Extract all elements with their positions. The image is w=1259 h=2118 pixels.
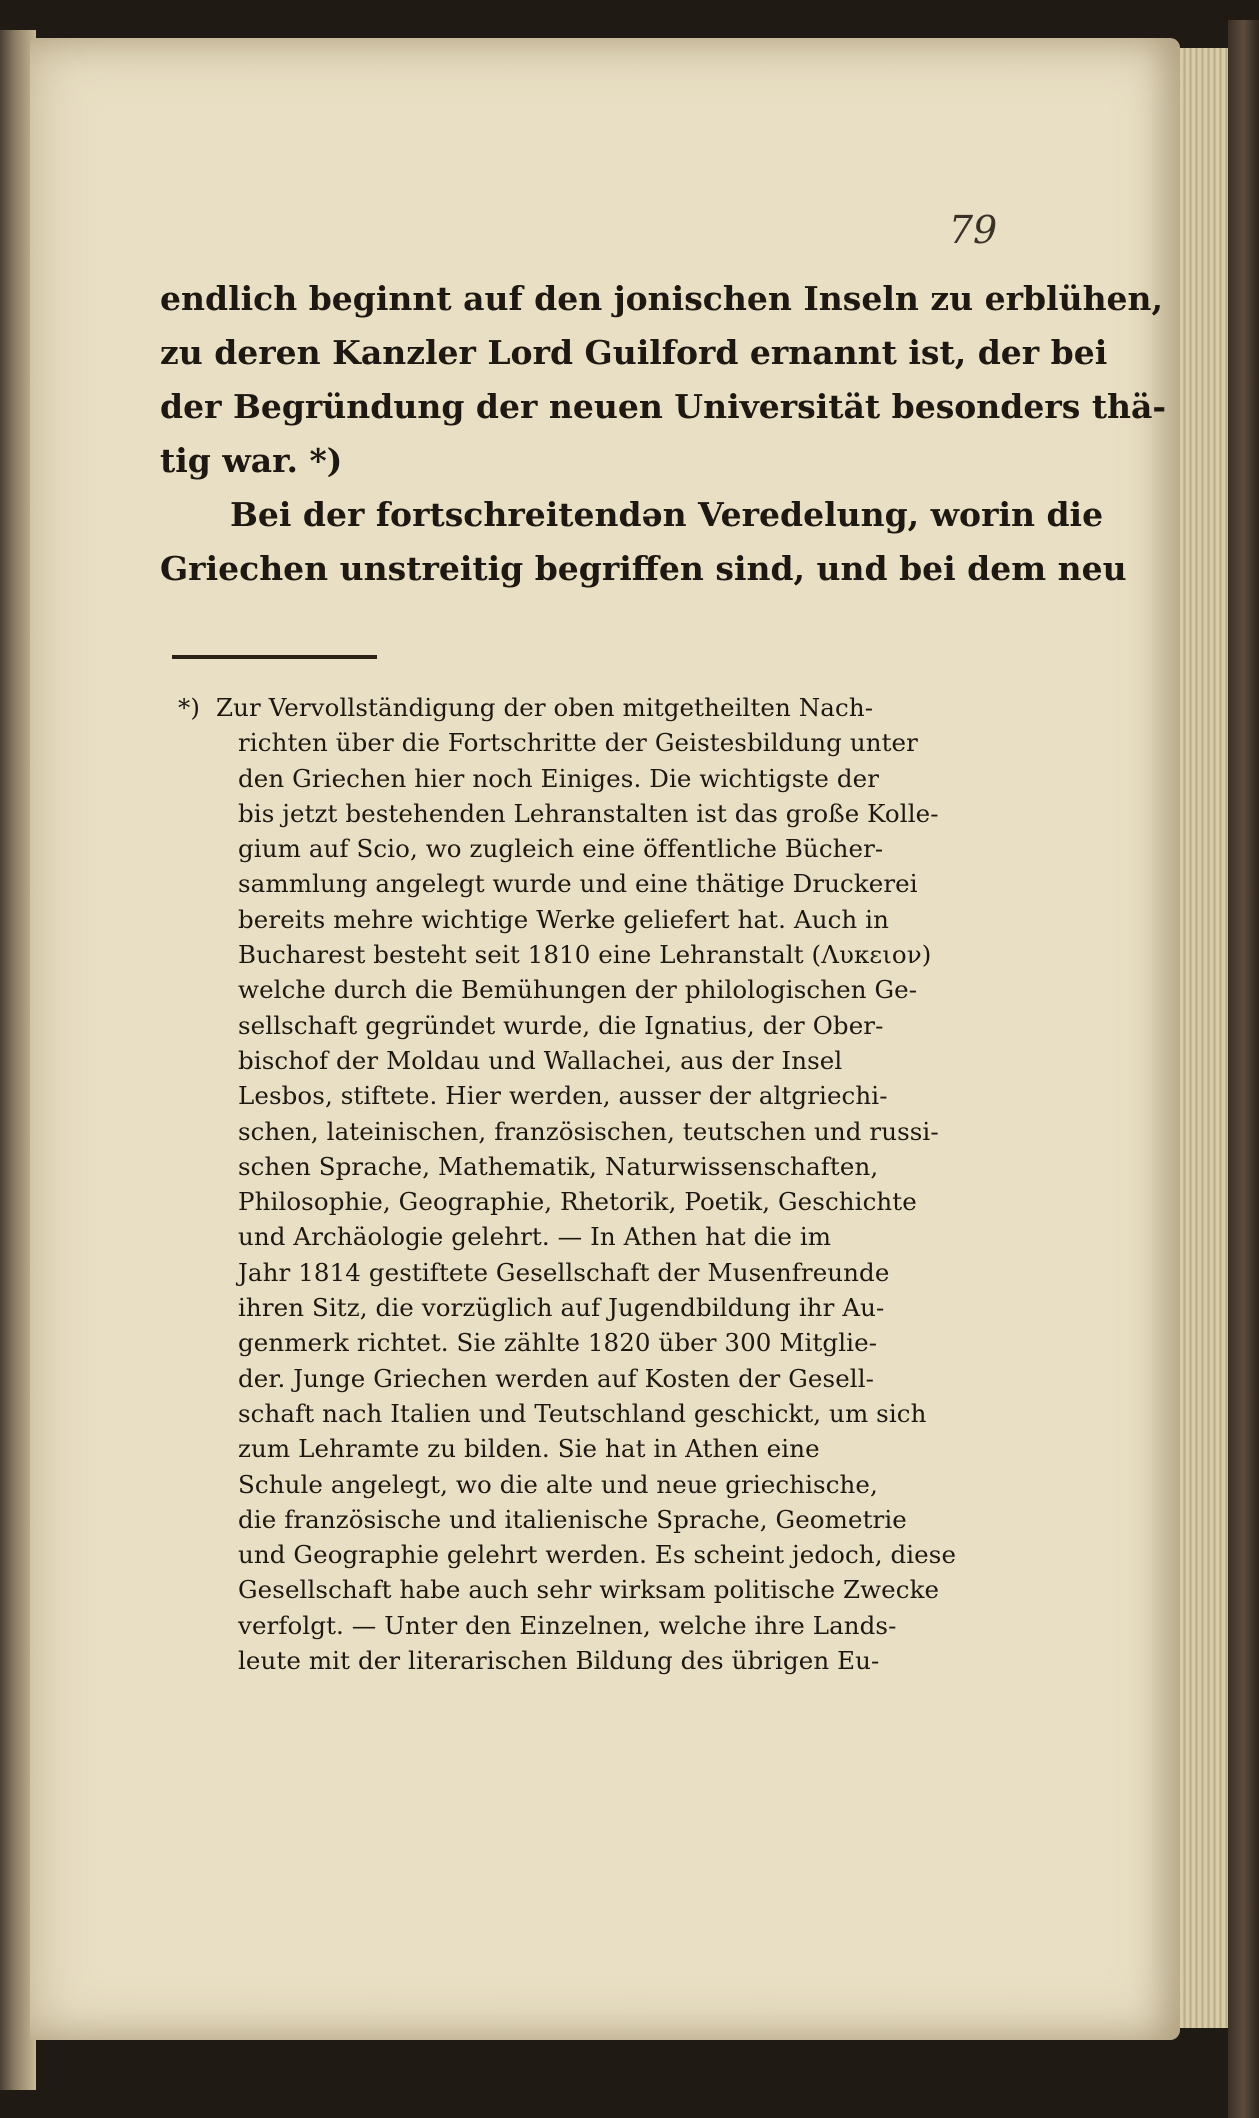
footnote-line: schaft nach Italien und Teutschland geschickt, um sich: [238, 1398, 927, 1428]
main-line: Griechen unstreitig begriffen sind, und bei dem neu: [160, 549, 1127, 588]
footnote-line: zum Lehramte zu bilden. Sie hat in Athen eine: [238, 1434, 820, 1464]
footnote-line: Philosophie, Geographie, Rhetorik, Poetik, Geschichte: [238, 1187, 917, 1217]
page-number: 79: [948, 208, 998, 252]
footnote-line: bischof der Moldau und Wallachei, aus der Insel: [238, 1045, 843, 1075]
footnote-marker: *): [178, 693, 201, 722]
footnote-line: gium auf Scio, wo zugleich eine öffentliche Bücher-: [238, 834, 884, 864]
footnote-line: Bucharest besteht seit 1810 eine Lehranstalt (Λυκειον): [238, 940, 932, 970]
footnote-line: bis jetzt bestehenden Lehranstalten ist das große Kolle-: [238, 798, 939, 828]
footnote-line: und Archäologie gelehrt. — In Athen hat die im: [238, 1222, 832, 1252]
main-line: zu deren Kanzler Lord Guilford ernannt ist, der bei: [160, 333, 1108, 372]
footnote-line: schen Sprache, Mathematik, Naturwissenschaften,: [238, 1151, 879, 1181]
main-line: endlich beginnt auf den jonischen Inseln zu erblühen,: [160, 279, 1164, 318]
footnote-line: Jahr 1814 gestiftete Gesellschaft der Musenfreunde: [238, 1257, 890, 1287]
footnote-line: Lesbos, stiftete. Hier werden, ausser der altgriechi-: [238, 1081, 888, 1111]
footnote-line: [178, 690, 998, 725]
footnote-line: genmerk richtet. Sie zählte 1820 über 300 Mitglie-: [238, 1328, 878, 1358]
footnote-separator-rule: [172, 655, 377, 659]
footnote-line: ihren Sitz, die vorzüglich auf Jugendbildung ihr Au-: [238, 1293, 885, 1323]
footnote-line: verfolgt. — Unter den Einzelnen, welche ihre Lands-: [238, 1610, 897, 1640]
main-text-block: [160, 272, 1167, 596]
footnote-line: Gesellschaft habe auch sehr wirksam politische Zwecke: [238, 1575, 940, 1605]
footnote-line: leute mit der literarischen Bildung des übrigen Eu-: [238, 1646, 880, 1676]
main-line: Bei der fortschreitendən Veredelung, worin die: [230, 495, 1104, 534]
footnote-line: bereits mehre wichtige Werke geliefert hat. Auch in: [238, 904, 889, 934]
footnote-line: der. Junge Griechen werden auf Kosten der Gesell-: [238, 1363, 875, 1393]
footnote-line: die französische und italienische Sprache, Geometrie: [238, 1504, 907, 1534]
footnote-line: welche durch die Bemühungen der philologischen Ge-: [238, 975, 918, 1005]
footnote-line: sammlung angelegt wurde und eine thätige Druckerei: [238, 869, 918, 899]
main-line: tig war. *): [160, 441, 343, 480]
footnote-line: schen, lateinischen, französischen, teutschen und russi-: [238, 1116, 939, 1146]
footnote-line: richten über die Fortschritte der Geistesbildung unter: [238, 728, 918, 758]
footnote-line-text: Zur Vervollständigung der oben mitgetheilten Nach-: [216, 693, 874, 722]
footnote-line: und Geographie gelehrt werden. Es scheint jedoch, diese: [238, 1540, 957, 1570]
main-line: der Begründung der neuen Universität besonders thä-: [160, 387, 1167, 426]
footnote-line: Schule angelegt, wo die alte und neue griechische,: [238, 1469, 878, 1499]
footnote-block: [178, 690, 998, 1678]
footnote-line: sellschaft gegründet wurde, die Ignatius, der Ober-: [238, 1010, 884, 1040]
footnote-line: den Griechen hier noch Einiges. Die wichtigste der: [238, 763, 880, 793]
